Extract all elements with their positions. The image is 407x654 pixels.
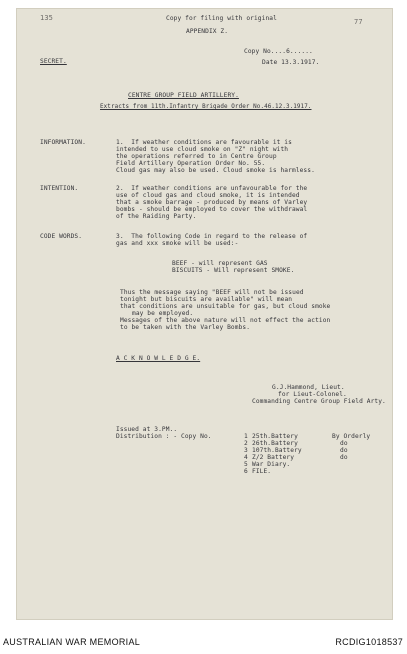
distribution-unit: 25th.Battery: [252, 433, 298, 440]
distribution-method: By Orderly: [332, 433, 371, 440]
document-title: CENTRE GROUP FIELD ARTILLERY.: [128, 92, 239, 99]
distribution-method: do: [340, 454, 348, 461]
paragraph-line: Messages of the above nature will not effect the action: [120, 317, 331, 324]
distribution-unit: 26th.Battery: [252, 440, 298, 447]
filing-note: Copy for filing with original: [166, 15, 277, 22]
section-line: the operations referred to in Centre Group: [116, 153, 277, 160]
signature-role: Commanding Centre Group Field Arty.: [252, 398, 386, 405]
appendix-label: APPENDIX Z.: [186, 28, 229, 35]
section-line: Cloud gas may also be used. Cloud smoke is harmless.: [116, 167, 315, 174]
distribution-copy-number: 5: [244, 461, 248, 468]
distribution-method: do: [340, 447, 348, 454]
paragraph-line: that conditions are unsuitable for gas, but cloud smoke: [120, 303, 331, 310]
page-number: 135: [40, 14, 53, 22]
section-line: use of cloud gas and cloud smoke, it is intended: [116, 192, 300, 199]
acknowledge-label: A C K N O W L E D G E.: [116, 355, 201, 362]
document-page: [16, 8, 393, 620]
section-line: intended to use cloud smoke on "Z" night with: [116, 146, 289, 153]
paragraph-line: tonight but biscuits are available" will mean: [120, 296, 293, 303]
signature-name: G.J.Hammond, Lieut.: [272, 384, 345, 391]
section-label: INFORMATION.: [40, 139, 86, 146]
section-label: INTENTION.: [40, 185, 79, 192]
distribution-method: do: [340, 440, 348, 447]
section-label: CODE WORDS.: [40, 233, 83, 240]
section-line: 1. If weather conditions are favourable it is: [116, 139, 292, 146]
code-line: BEEF - will represent GAS: [172, 260, 268, 267]
paragraph-line: to be taken with the Varley Bombs.: [120, 324, 251, 331]
distribution-unit: 107th.Battery: [252, 447, 302, 454]
code-line: BISCUITS - Will represent SMOKE.: [172, 267, 295, 274]
folio-number: 77: [354, 18, 363, 26]
distribution-unit: War Diary.: [252, 461, 291, 468]
paragraph-line: may be employed.: [132, 310, 194, 317]
section-line: gas and xxx smoke will be used:-: [116, 240, 239, 247]
section-line: that a smoke barrage - produced by means of Varley: [116, 199, 308, 206]
document-subtitle: Extracts from 11th.Infantry Brigade Order No.46.12.3.1917.: [100, 104, 312, 110]
distribution-unit: FILE.: [252, 468, 272, 475]
document-date: Date 13.3.1917.: [262, 59, 320, 66]
footer-archive-name: AUSTRALIAN WAR MEMORIAL: [3, 637, 141, 647]
issued-at: Issued at 3.PM..: [116, 426, 178, 433]
distribution-copy-number: 1: [244, 433, 248, 440]
distribution-copy-number: 3: [244, 447, 248, 454]
distribution-label: Distribution : - Copy No.: [116, 433, 212, 440]
distribution-copy-number: 4: [244, 454, 248, 461]
distribution-copy-number: 2: [244, 440, 248, 447]
signature-for: for Lieut-Colonel.: [278, 391, 347, 398]
section-line: bombs - should be employed to cover the withdrawal: [116, 206, 308, 213]
distribution-unit: Z/2 Battery: [252, 454, 295, 461]
paragraph-line: Thus the message saying "BEEF will not be issued: [120, 289, 304, 296]
distribution-copy-number: 6: [244, 468, 248, 475]
footer-record-id: RCDIG1018537: [335, 637, 403, 647]
section-line: 3. The following Code in regard to the release of: [116, 233, 308, 240]
section-line: of the Raiding Party.: [116, 213, 197, 220]
classification: SECRET.: [40, 58, 67, 65]
section-line: 2. If weather conditions are unfavourable for the: [116, 185, 308, 192]
copy-number: Copy No....6......: [244, 48, 313, 55]
section-line: Field Artillery Operation Order No. 55.: [116, 160, 266, 167]
